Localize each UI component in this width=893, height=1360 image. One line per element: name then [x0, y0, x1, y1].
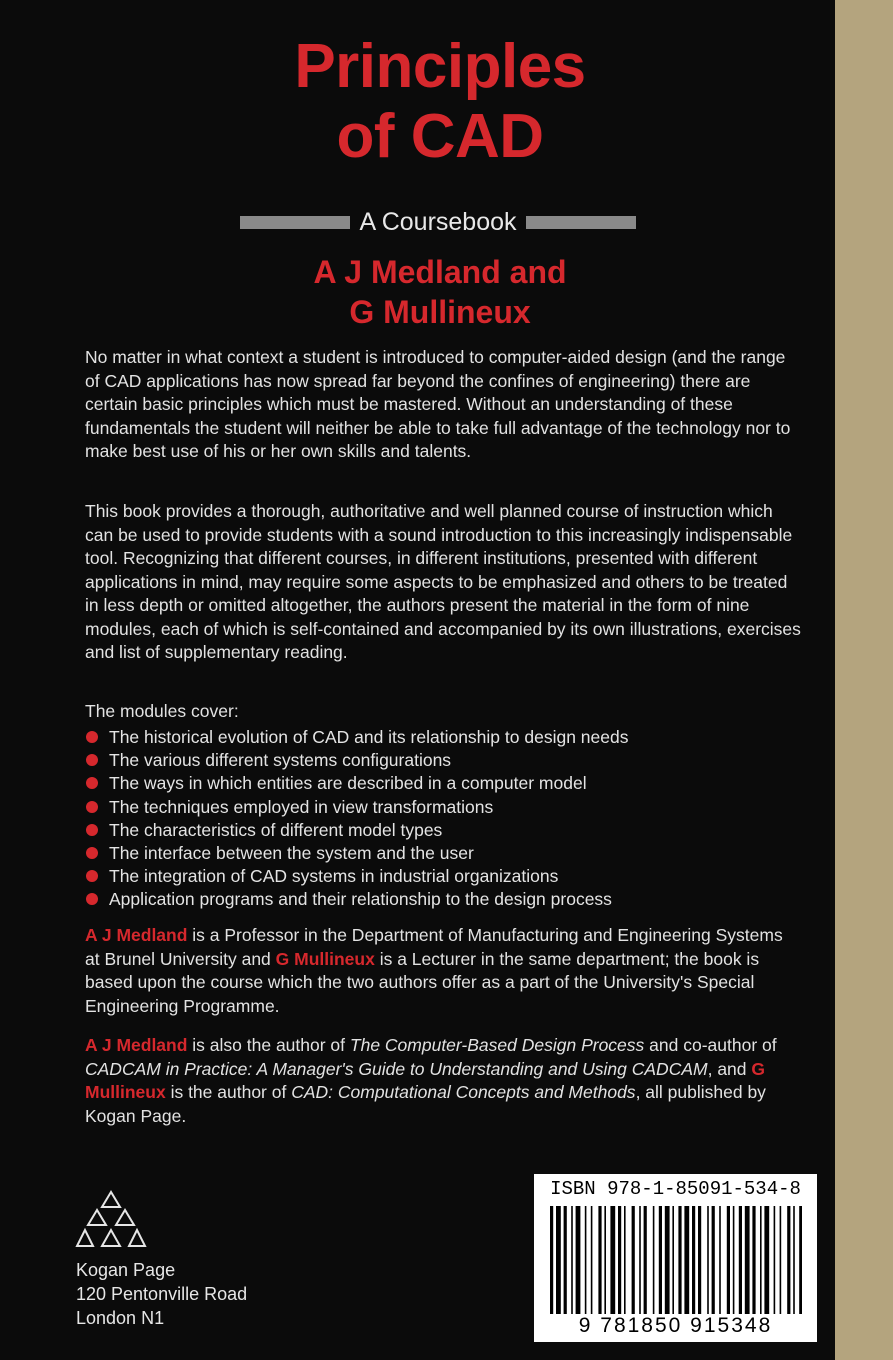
- book-title-1: The Computer-Based Design Process: [349, 1035, 645, 1055]
- title-line-1: Principles: [294, 32, 586, 101]
- bullet-dot-icon: [86, 824, 98, 836]
- barcode-bar: [760, 1206, 762, 1314]
- barcode-bar: [598, 1206, 601, 1314]
- blurb-paragraph-2: This book provides a thorough, authoritative and well planned course of instruction which can be used to provide students with a sound introduction to this increasingly indispensable tool. Recognizing that different courses, in different institutions, presented with different applications in mind, may require some aspects to be emphasized and others to be treated in less depth or omitted altogether, the authors present the material in the form of nine modules, each of which is self-contained and accompanied by its own illustrations, exercises and list of supplementary reading.: [85, 501, 801, 662]
- barcode-bar: [653, 1206, 655, 1314]
- kogan-page-logo-icon: [75, 1190, 147, 1252]
- barcode-bar: [624, 1206, 626, 1314]
- bullet-dot-icon: [86, 731, 98, 743]
- bullet-dot-icon: [86, 870, 98, 882]
- publisher-name: Kogan Page: [76, 1260, 176, 1280]
- works-text-e: , all published by Kogan Page.: [85, 1082, 766, 1126]
- author-bio-paragraph: [85, 924, 801, 1018]
- book-spine: [835, 0, 893, 1360]
- barcode-bar: [745, 1206, 750, 1314]
- bullet-dot-icon: [86, 847, 98, 859]
- works-text-a: is also the author of: [187, 1035, 350, 1055]
- module-text: The integration of CAD systems in industrial organizations: [109, 866, 559, 887]
- barcode-panel: [534, 1174, 817, 1342]
- module-text: The techniques employed in view transformations: [109, 796, 494, 817]
- publisher-address-line-1: 120 Pentonville Road: [76, 1284, 248, 1304]
- list-item: [85, 842, 801, 865]
- isbn-label: ISBN 978-1-85091-534-8: [550, 1178, 801, 1200]
- works-text-c: , and: [707, 1058, 752, 1079]
- barcode-bar: [799, 1206, 802, 1314]
- barcode-bar: [739, 1206, 742, 1314]
- module-text: The various different systems configurations: [109, 750, 452, 771]
- barcode-bar: [692, 1206, 695, 1314]
- title-line-2: of CAD: [336, 102, 544, 171]
- barcode-bar: [604, 1206, 606, 1314]
- barcode-bar: [793, 1206, 795, 1314]
- author-name-medland: A J Medland: [85, 1035, 188, 1055]
- authors-line-1: A J Medland and: [313, 254, 567, 290]
- author-name-mullineux: G Mullineux: [275, 948, 375, 969]
- list-item: [85, 749, 801, 772]
- barcode-bar: [707, 1206, 709, 1314]
- module-text: Application programs and their relationship to the design process: [109, 889, 612, 910]
- other-works-paragraph: [85, 1034, 801, 1128]
- author-name-medland: A J Medland: [85, 925, 188, 945]
- list-item: [85, 796, 801, 819]
- barcode-bar: [564, 1206, 567, 1314]
- list-item: [85, 888, 801, 911]
- works-text-d: is the author of: [165, 1082, 292, 1102]
- book-title-3: CAD: Computational Concepts and Methods: [291, 1082, 636, 1102]
- subtitle-rule-left: [240, 216, 350, 229]
- barcode-bar: [727, 1206, 730, 1314]
- modules-intro: The modules cover:: [85, 701, 239, 721]
- authors: [0, 252, 880, 332]
- barcode-bars-icon: [550, 1206, 802, 1314]
- publisher-address: [76, 1258, 247, 1330]
- barcode-bar: [665, 1206, 670, 1314]
- barcode-bar: [787, 1206, 790, 1314]
- publisher-address-line-2: London N1: [76, 1308, 165, 1328]
- barcode-bar: [610, 1206, 615, 1314]
- barcode-bar: [733, 1206, 735, 1314]
- bio-text-a: is a Professor in the Department of Manufacturing and Engineering Systems at Brunel University and: [85, 925, 783, 969]
- barcode-bar: [585, 1206, 587, 1314]
- ean-number: 9 781850 915348: [578, 1314, 773, 1337]
- barcode-bar: [556, 1206, 561, 1314]
- module-text: The characteristics of different model types: [109, 819, 443, 840]
- list-item: [85, 819, 801, 842]
- book-title-2: CADCAM in Practice: A Manager's Guide to Understanding and Using CADCAM: [85, 1058, 708, 1079]
- barcode-bar: [639, 1206, 641, 1314]
- barcode-bar: [712, 1206, 715, 1314]
- book-title: [0, 32, 880, 172]
- module-text: The historical evolution of CAD and its relationship to design needs: [109, 727, 629, 747]
- bullet-dot-icon: [86, 801, 98, 813]
- bio-text-b: is a Lecturer in the same department; the book is based upon the course which the two authors offer as a part of the University's Special Engineering Programme.: [85, 948, 760, 1016]
- barcode-bar: [672, 1206, 674, 1314]
- modules-list: [85, 726, 801, 912]
- barcode-bar: [698, 1206, 701, 1314]
- list-item: [85, 726, 801, 749]
- barcode-bar: [576, 1206, 581, 1314]
- barcode-bar: [764, 1206, 769, 1314]
- authors-line-2: G Mullineux: [349, 294, 531, 330]
- barcode-bar: [774, 1206, 776, 1314]
- barcode-bar: [684, 1206, 689, 1314]
- barcode-bar: [719, 1206, 721, 1314]
- bullet-dot-icon: [86, 754, 98, 766]
- list-item: [85, 772, 801, 795]
- barcode-bar: [632, 1206, 635, 1314]
- author-name-mullineux: G Mullineux: [85, 1058, 766, 1102]
- barcode-bar: [644, 1206, 647, 1314]
- list-item: [85, 865, 801, 888]
- subtitle: A Coursebook: [359, 207, 517, 236]
- barcode-bar: [550, 1206, 553, 1314]
- barcode-bar: [618, 1206, 621, 1314]
- subtitle-row: [240, 206, 636, 238]
- module-text: The interface between the system and the user: [109, 843, 474, 864]
- barcode-bar: [678, 1206, 681, 1314]
- barcode-bar: [591, 1206, 593, 1314]
- module-text: The ways in which entities are described in a computer model: [109, 773, 587, 794]
- blurb-paragraph-1: No matter in what context a student is introduced to computer-aided design (and the range of CAD applications has now spread far beyond the confines of engineering) there are certain basic principles which must be mastered. Without an understanding of these fundamentals the student will neither be able to take full advantage of the technology nor to make best use of his or her own skills and talents.: [85, 347, 791, 461]
- barcode-bar: [752, 1206, 755, 1314]
- barcode-bar: [780, 1206, 782, 1314]
- subtitle-rule-right: [526, 216, 636, 229]
- bullet-dot-icon: [86, 777, 98, 789]
- works-text-b: and co-author of: [644, 1035, 777, 1055]
- bullet-dot-icon: [86, 893, 98, 905]
- barcode-bar: [659, 1206, 662, 1314]
- barcode-bar: [571, 1206, 573, 1314]
